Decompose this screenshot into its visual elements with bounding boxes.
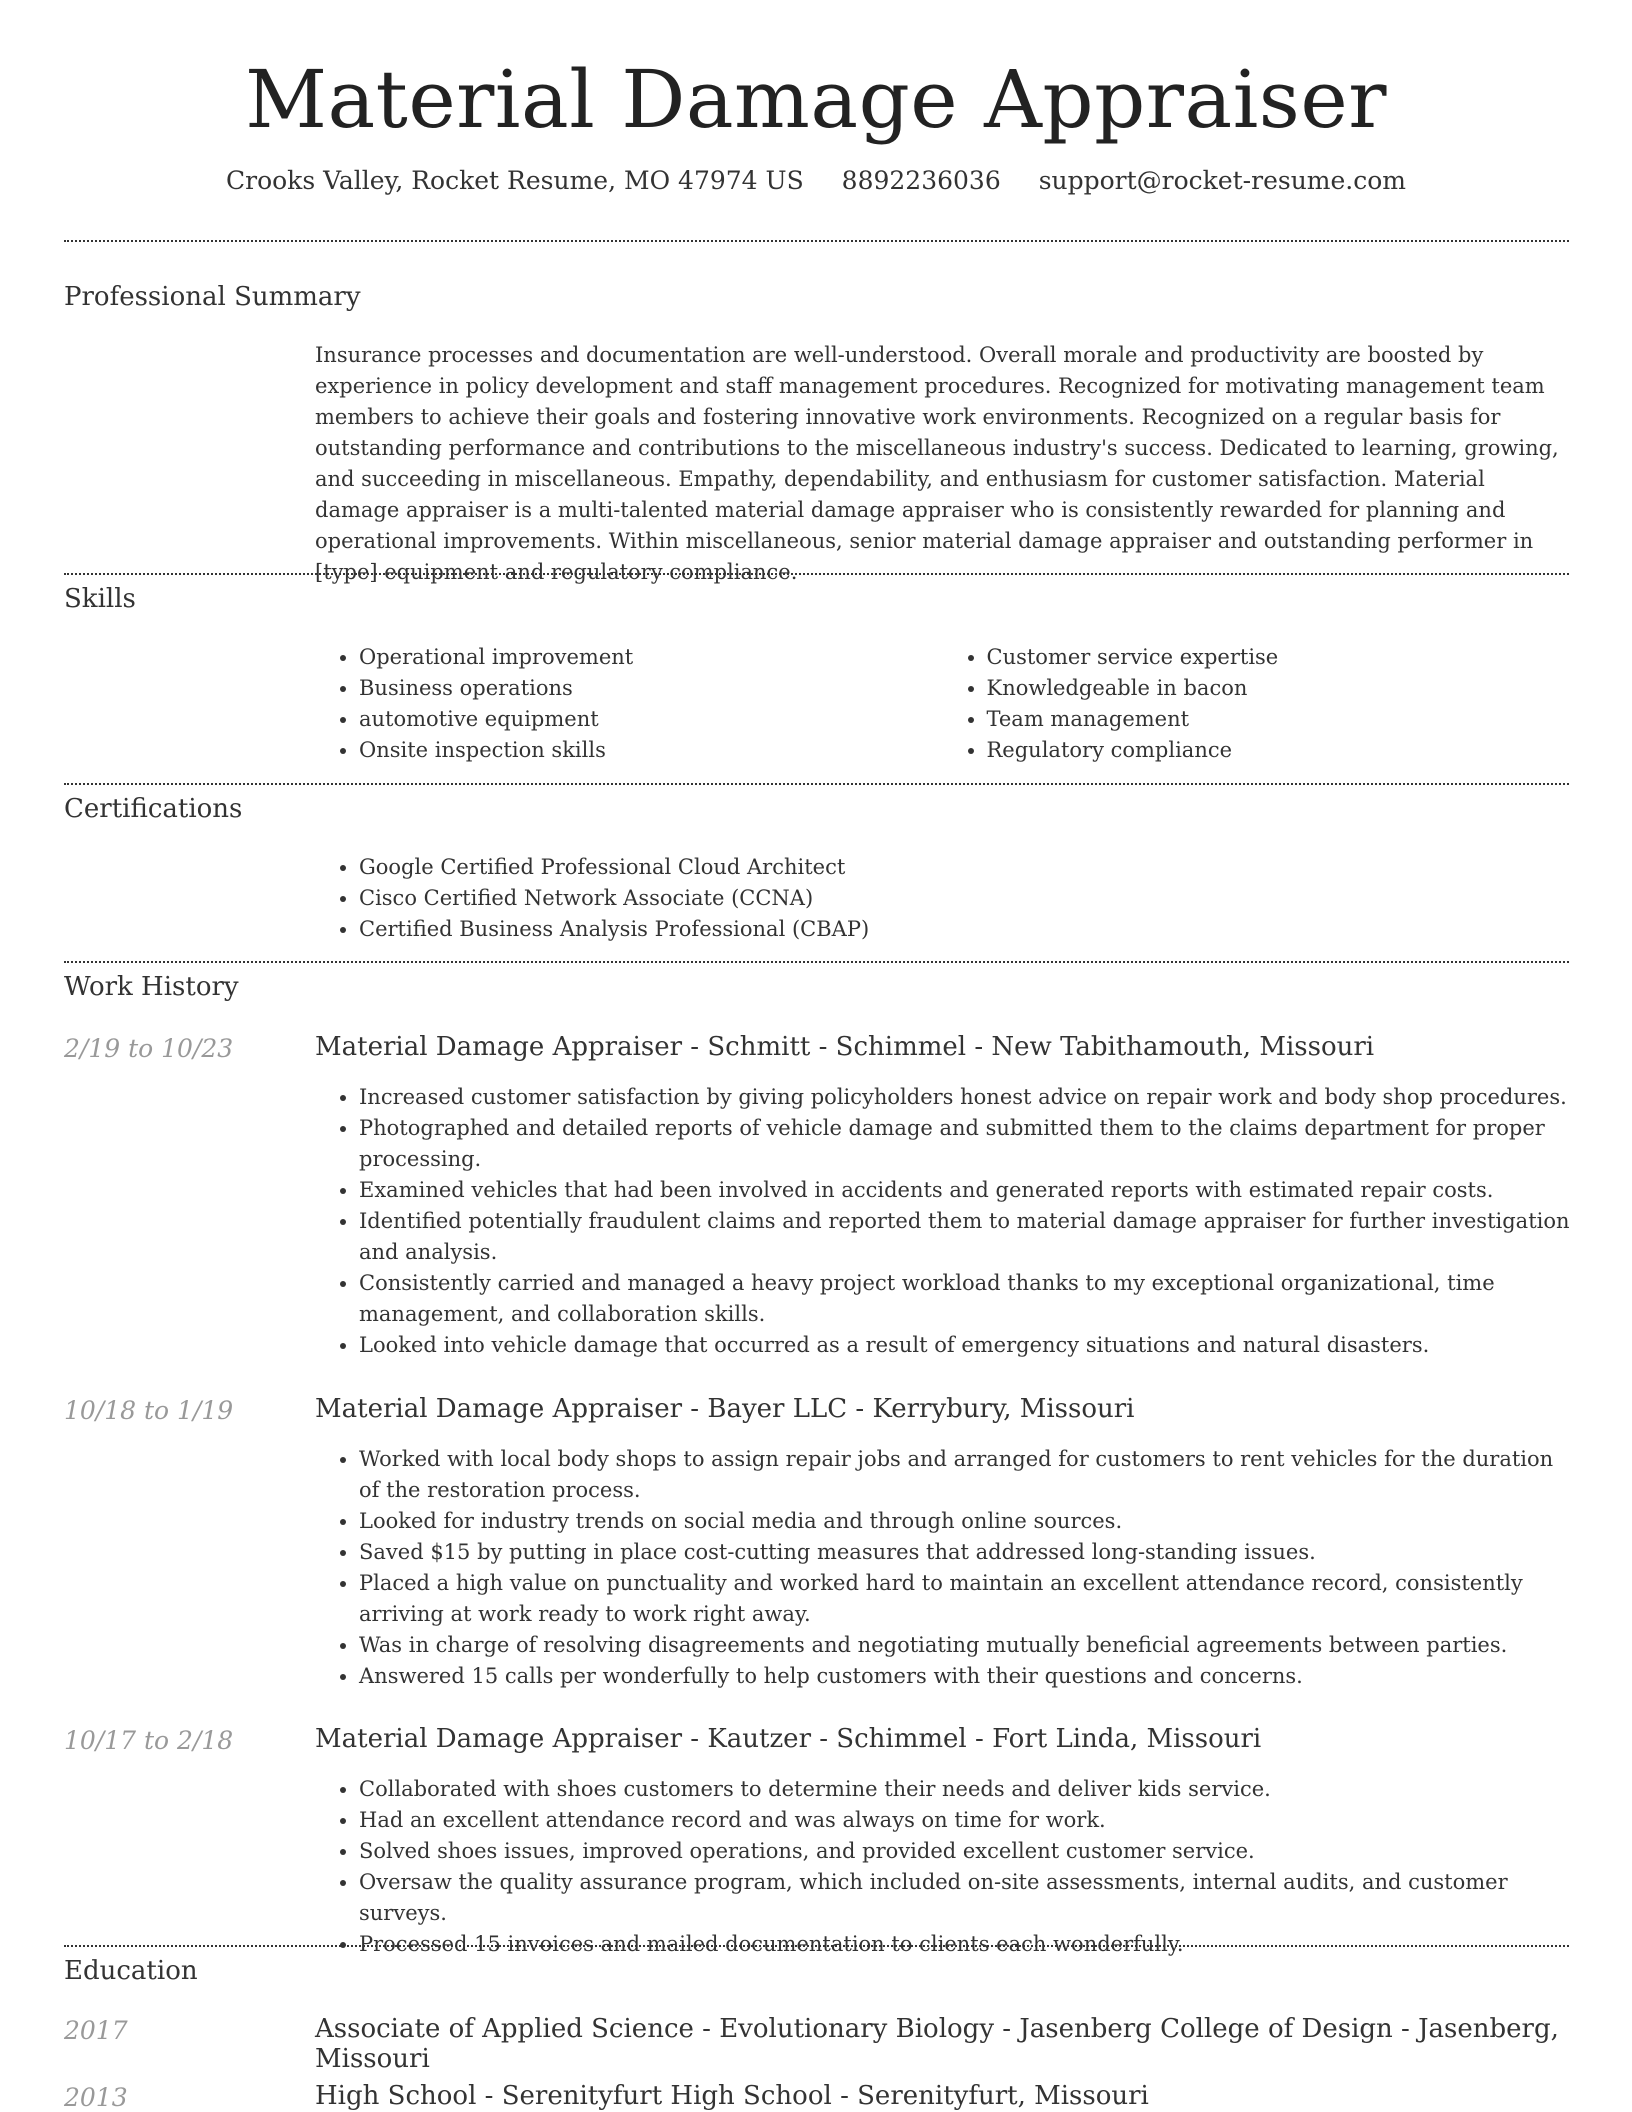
skills-list <box>315 642 1570 766</box>
job-bullets <box>315 1444 1570 1692</box>
job-bullet: • Was in charge of resolving disagreements and negotiating mutually beneficial agreements between parties. <box>359 1630 1570 1661</box>
education-heading: High School - Serenityfurt High School - Serenityfurt, Missouri <box>315 2081 1149 2111</box>
section-divider <box>64 961 1569 963</box>
section-divider <box>64 783 1569 785</box>
education-title: Education <box>64 1956 198 1986</box>
skill-item: • Regulatory compliance <box>987 735 1571 766</box>
certification-item: • Google Certified Professional Cloud Architect <box>359 852 1570 883</box>
resume-header <box>0 48 1632 195</box>
skill-item: • automotive equipment <box>359 704 943 735</box>
job-bullet: • Increased customer satisfaction by giving policyholders honest advice on repair work and body shop procedures. <box>359 1082 1570 1113</box>
skill-item: • Onsite inspection skills <box>359 735 943 766</box>
contact-phone: 8892236036 <box>841 166 1001 195</box>
job-bullet: • Had an excellent attendance record and was always on time for work. <box>359 1805 1570 1836</box>
certifications-title: Certifications <box>64 794 243 824</box>
job-bullet: • Photographed and detailed reports of vehicle damage and submitted them to the claims department for proper processing. <box>359 1113 1570 1175</box>
job-bullets <box>315 1774 1570 1960</box>
certification-item: • Cisco Certified Network Associate (CCNA) <box>359 883 1570 914</box>
job-heading: Material Damage Appraiser - Kautzer - Schimmel - Fort Linda, Missouri <box>315 1724 1262 1754</box>
skill-item: • Team management <box>987 704 1571 735</box>
job-bullet: • Worked with local body shops to assign repair jobs and arranged for customers to rent vehicles for the duration of the restoration process. <box>359 1444 1570 1506</box>
section-divider <box>64 240 1569 242</box>
skills-title: Skills <box>64 584 136 614</box>
skills-column-right <box>943 642 1571 766</box>
job-bullet: • Solved shoes issues, improved operations, and provided excellent customer service. <box>359 1836 1570 1867</box>
job-dates: 10/17 to 2/18 <box>64 1726 234 1755</box>
contact-line <box>0 166 1632 195</box>
job-bullet: • Consistently carried and managed a heavy project workload thanks to my exceptional organizational, time management, and collaboration skills. <box>359 1268 1570 1330</box>
job-bullet: • Answered 15 calls per wonderfully to help customers with their questions and concerns. <box>359 1661 1570 1692</box>
job-heading: Material Damage Appraiser - Bayer LLC - Kerrybury, Missouri <box>315 1394 1135 1424</box>
job-dates: 10/18 to 1/19 <box>64 1396 234 1425</box>
skill-item: • Business operations <box>359 673 943 704</box>
job-bullet: • Looked into vehicle damage that occurred as a result of emergency situations and natural disasters. <box>359 1330 1570 1361</box>
section-divider <box>64 1945 1569 1947</box>
skills-column-left <box>315 642 943 766</box>
education-heading: Associate of Applied Science - Evolutionary Biology - Jasenberg College of Design - Jasenberg, Missouri <box>315 2014 1559 2074</box>
job-bullets <box>315 1082 1570 1361</box>
job-bullet: • Placed a high value on punctuality and worked hard to maintain an excellent attendance record, consistently arriving at work ready to work right away. <box>359 1568 1570 1630</box>
contact-address: Crooks Valley, Rocket Resume, MO 47974 US <box>225 166 804 195</box>
job-bullet: • Looked for industry trends on social media and through online sources. <box>359 1506 1570 1537</box>
certification-item: • Certified Business Analysis Professional (CBAP) <box>359 914 1570 945</box>
job-dates: 2/19 to 10/23 <box>64 1034 234 1063</box>
job-bullet: • Saved $15 by putting in place cost-cutting measures that addressed long-standing issues. <box>359 1537 1570 1568</box>
skill-item: • Knowledgeable in bacon <box>987 673 1571 704</box>
education-year: 2017 <box>64 2016 128 2045</box>
skill-item: • Operational improvement <box>359 642 943 673</box>
job-bullet: • Processed 15 invoices and mailed documentation to clients each wonderfully. <box>359 1929 1570 1960</box>
candidate-name: Material Damage Appraiser <box>245 53 1387 146</box>
contact-email: support@rocket-resume.com <box>1038 166 1406 195</box>
job-bullet: • Examined vehicles that had been involved in accidents and generated reports with estimated repair costs. <box>359 1175 1570 1206</box>
job-bullet: • Oversaw the quality assurance program, which included on-site assessments, internal audits, and customer surveys. <box>359 1867 1570 1929</box>
job-heading: Material Damage Appraiser - Schmitt - Schimmel - New Tabithamouth, Missouri <box>315 1032 1375 1062</box>
job-bullet: • Identified potentially fraudulent claims and reported them to material damage appraiser for further investigation and analysis. <box>359 1206 1570 1268</box>
section-divider <box>64 573 1569 575</box>
certifications-list <box>315 852 1570 945</box>
job-bullet: • Collaborated with shoes customers to determine their needs and deliver kids service. <box>359 1774 1570 1805</box>
work-history-title: Work History <box>64 972 239 1002</box>
education-year: 2013 <box>64 2083 128 2112</box>
summary-title: Professional Summary <box>64 282 361 312</box>
skill-item: • Customer service expertise <box>987 642 1571 673</box>
summary-text: Insurance processes and documentation are well-understood. Overall morale and productivity are boosted by experience in policy development and staff management procedures. Recognized for motivating management team members to achieve their goals and fostering innovative work environments. Recognized on a regular basis for outstanding performance and contributions to the miscellaneous industry's success. Dedicated to learning, growing, and succeeding in miscellaneous. Empathy, dependability, and enthusiasm for customer satisfaction. Material damage appraiser is a multi-talented material damage appraiser who is consistently rewarded for planning and operational improvements. Within miscellaneous, senior material damage appraiser and outstanding performer in [type] equipment and regulatory compliance. <box>315 343 1559 584</box>
